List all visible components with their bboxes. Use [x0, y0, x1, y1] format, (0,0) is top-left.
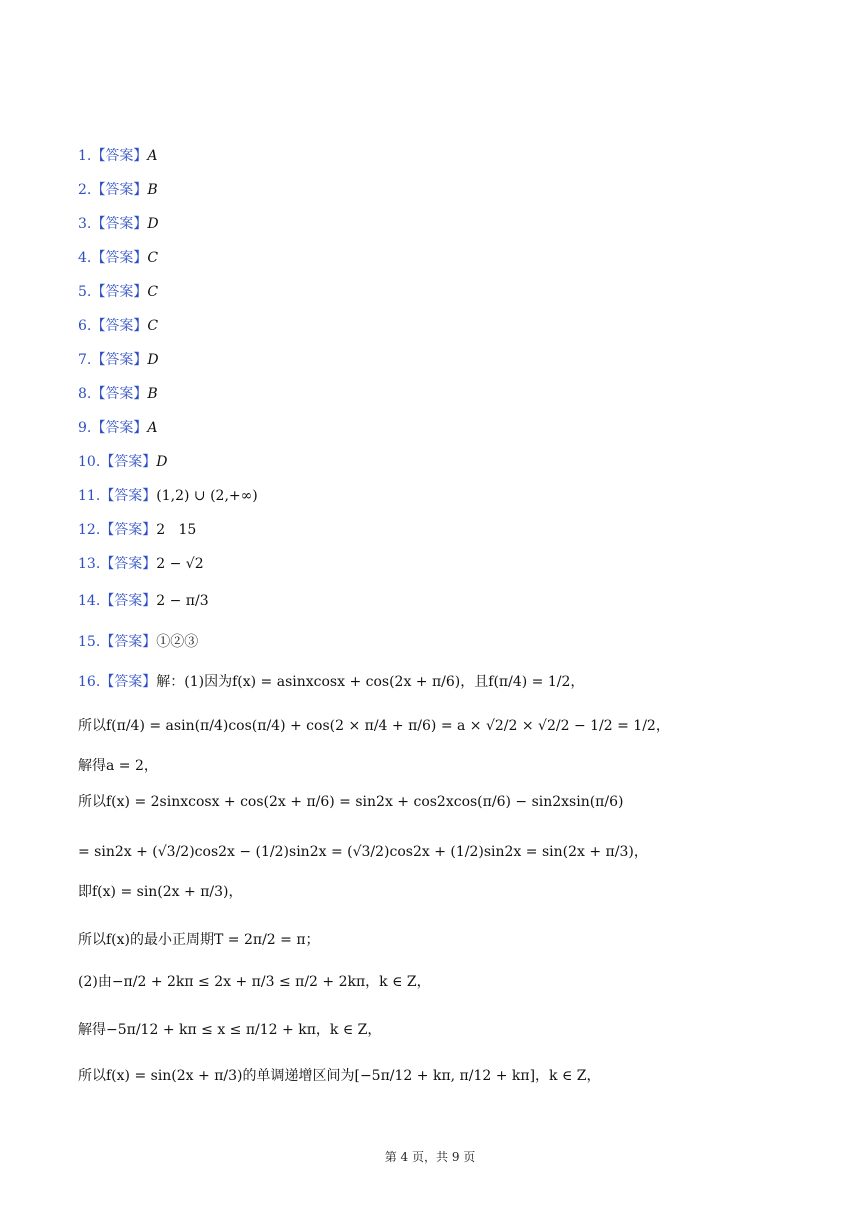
answer-tag: 【答案】	[91, 420, 148, 436]
solution-line: 所以f(x) = sin(2x + π/3)的单调递增区间为[−5π/12 + kπ, π/12 + kπ]，k ∈ Z，	[78, 1068, 601, 1084]
answer-tag: 【答案】	[91, 284, 148, 300]
answer-value: A	[147, 420, 158, 436]
solution-line: 解得a = 2，	[78, 758, 158, 774]
answer-number: 8.	[78, 386, 92, 402]
answer-2	[78, 180, 158, 200]
answer-value: 2 15	[156, 522, 197, 538]
answer-number: 14.	[78, 593, 101, 609]
answer-value: 解：(1)因为f(x) = asinxcosx + cos(2x + π/6)，且f(π/4) = 1/2，	[156, 674, 585, 690]
answer-number: 11.	[78, 488, 101, 504]
answer-tag: 【答案】	[91, 352, 148, 368]
answer-tag: 【答案】	[100, 634, 157, 650]
answer-number: 1.	[78, 148, 92, 164]
answer-tag: 【答案】	[100, 556, 157, 572]
answer-5	[78, 282, 158, 302]
answer-number: 2.	[78, 182, 92, 198]
answer-tag: 【答案】	[91, 182, 148, 198]
answer-value: D	[156, 454, 168, 470]
answer-16	[78, 672, 584, 692]
answer-4	[78, 248, 158, 268]
answer-tag: 【答案】	[100, 488, 157, 504]
solution-line: 所以f(x)的最小正周期T = 2π/2 = π；	[78, 932, 320, 948]
answer-value: C	[147, 284, 159, 300]
answer-10	[78, 452, 168, 472]
answer-value: D	[147, 352, 159, 368]
answer-tag: 【答案】	[91, 386, 148, 402]
answer-11	[78, 486, 258, 506]
answer-value: D	[147, 216, 159, 232]
answer-12	[78, 520, 196, 540]
solution-line: = sin2x + (√3/2)cos2x − (1/2)sin2x = (√3/2)cos2x + (1/2)sin2x = sin(2x + π/3)，	[78, 844, 648, 860]
answer-value: A	[147, 148, 158, 164]
solution-line: 所以f(π/4) = asin(π/4)cos(π/4) + cos(2 × π/4 + π/6) = a × √2/2 × √2/2 − 1/2 = 1/2，	[78, 718, 670, 734]
answer-value: B	[147, 182, 158, 198]
answer-tag: 【答案】	[91, 318, 148, 334]
answer-value: B	[147, 386, 158, 402]
answer-value: C	[147, 318, 159, 334]
solution-line: 解得−5π/12 + kπ ≤ x ≤ π/12 + kπ，k ∈ Z，	[78, 1022, 382, 1038]
answer-number: 16.	[78, 674, 101, 690]
answer-number: 15.	[78, 634, 101, 650]
answer-number: 3.	[78, 216, 92, 232]
answer-13	[78, 554, 204, 574]
answer-1	[78, 146, 157, 166]
answer-value: (1,2) ∪ (2,+∞)	[156, 488, 258, 504]
answer-tag: 【答案】	[100, 522, 157, 538]
answer-number: 9.	[78, 420, 92, 436]
answer-number: 13.	[78, 556, 101, 572]
answer-tag: 【答案】	[100, 674, 157, 690]
answer-value: ①②③	[156, 634, 199, 650]
answer-7	[78, 350, 159, 370]
answer-14	[78, 591, 209, 611]
answer-8	[78, 384, 158, 404]
answer-number: 5.	[78, 284, 92, 300]
answer-value: 2 − √2	[156, 556, 204, 572]
answer-number: 6.	[78, 318, 92, 334]
answer-number: 10.	[78, 454, 101, 470]
solution-line: 即f(x) = sin(2x + π/3)，	[78, 884, 243, 900]
answer-15	[78, 632, 198, 652]
answer-6	[78, 316, 158, 336]
answer-value: 2 − π/3	[156, 593, 209, 609]
answer-tag: 【答案】	[91, 250, 148, 266]
answer-number: 7.	[78, 352, 92, 368]
page-footer: 第 4 页，共 9 页	[384, 1150, 476, 1164]
answer-tag: 【答案】	[100, 593, 157, 609]
solution-line: (2)由−π/2 + 2kπ ≤ 2x + π/3 ≤ π/2 + 2kπ，k ∈ Z，	[78, 974, 431, 990]
answer-tag: 【答案】	[91, 216, 148, 232]
answer-9	[78, 418, 157, 438]
answer-value: C	[147, 250, 159, 266]
answer-tag: 【答案】	[91, 148, 148, 164]
answer-3	[78, 214, 159, 234]
solution-line: 所以f(x) = 2sinxcosx + cos(2x + π/6) = sin2x + cos2xcos(π/6) − sin2xsin(π/6)	[78, 794, 624, 810]
answer-tag: 【答案】	[100, 454, 157, 470]
answer-number: 4.	[78, 250, 92, 266]
answer-number: 12.	[78, 522, 101, 538]
